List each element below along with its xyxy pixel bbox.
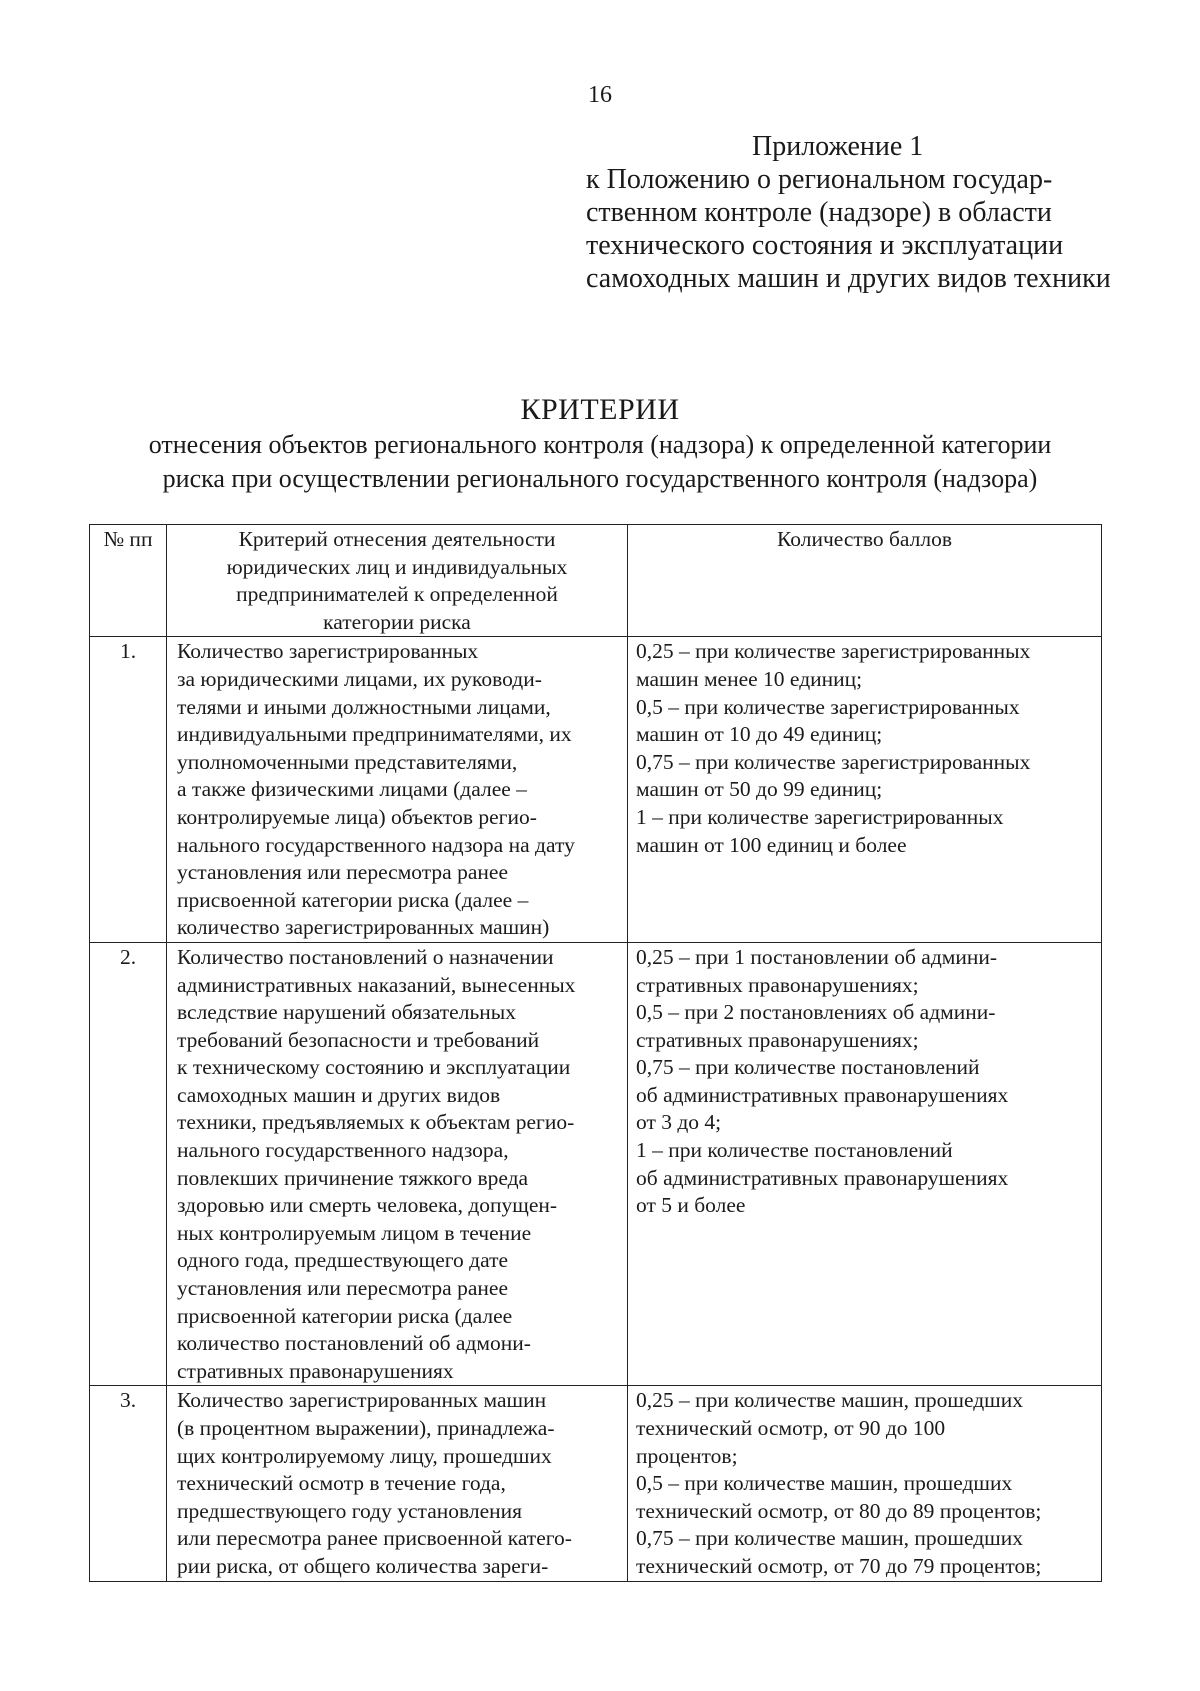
text-line: щих контролируемому лицу, прошедших — [177, 1443, 552, 1468]
text-line: от 5 и более — [636, 1193, 746, 1218]
text-line: (в процентном выражении), принадлежа- — [177, 1416, 555, 1440]
text-line: категории риска — [323, 609, 471, 634]
criterion-cell — [167, 637, 628, 943]
table-row — [90, 1386, 1102, 1581]
text-line: самоходных машин и других видов — [177, 1082, 501, 1107]
heading-title: КРИТЕРИИ — [520, 393, 680, 426]
text-line: Количество постановлений о назначении — [177, 944, 554, 969]
text-line: стративных правонарушениях — [177, 1358, 454, 1383]
text-line: присвоенной категории риска (далее — [177, 1303, 513, 1328]
text-line: 0,5 – при количестве машин, прошедших — [636, 1471, 1013, 1496]
text-line: установления или пересмотра ранее — [177, 1276, 508, 1301]
text-line: рии риска, от общего количества зареги- — [177, 1553, 549, 1578]
row-number: 2. — [90, 942, 167, 1386]
appendix-line: технического состояния и эксплуатации — [586, 230, 1064, 261]
table-row — [90, 942, 1102, 1386]
document-heading — [0, 392, 1200, 496]
text-line: 0,25 – при 1 постановлении об админи- — [636, 944, 998, 969]
appendix-line: к Положению о региональном государ- — [586, 164, 1053, 195]
appendix-line: самоходных машин и других видов техники — [586, 263, 1111, 294]
text-line: 0,75 – при количестве машин, прошедших — [636, 1526, 1023, 1551]
text-line: Критерий отнесения деятельности — [238, 527, 556, 551]
text-line: Количество зарегистрированных машин — [177, 1388, 547, 1413]
text-line: количество зарегистрированных машин) — [177, 915, 550, 940]
appendix-line: ственном контроле (надзоре) в области — [586, 197, 1052, 228]
text-line: Количество зарегистрированных — [177, 639, 479, 664]
text-line: машин от 100 единиц и более — [636, 832, 907, 857]
text-line: за юридическими лицами, их руководи- — [177, 666, 542, 691]
text-line: уполномоченными представителями, — [177, 749, 518, 774]
page-number: 16 — [588, 82, 612, 108]
text-line: от 3 до 4; — [636, 1110, 722, 1135]
text-line: индивидуальными предпринимателями, их — [177, 722, 572, 747]
text-line: одного года, предшествующего дате — [177, 1248, 509, 1273]
text-line: 0,75 – при количестве зарегистрированных — [636, 749, 1031, 774]
text-line: ных контролируемым лицом в течение — [177, 1220, 532, 1245]
text-line: телями и иными должностными лицами, — [177, 694, 551, 719]
row-number: 1. — [90, 637, 167, 943]
text-line: машин от 50 до 99 единиц; — [636, 777, 883, 802]
text-line: стративных правонарушениях; — [636, 1027, 919, 1052]
text-line: юридических лиц и индивидуальных — [226, 554, 568, 579]
text-line: контролируемые лица) объектов регио- — [177, 804, 537, 829]
text-line: предпринимателей к определенной — [236, 582, 558, 607]
heading-subtitle-line: отнесения объектов регионального контроля (надзора) к определенной категории — [148, 430, 1052, 459]
text-line: 1 – при количестве постановлений — [636, 1138, 953, 1163]
header-criterion — [167, 525, 628, 637]
points-cell — [628, 637, 1102, 943]
text-line: требований безопасности и требований — [177, 1027, 540, 1052]
text-line: или пересмотра ранее присвоенной катего- — [177, 1526, 572, 1551]
text-line: установления или пересмотра ранее — [177, 860, 508, 885]
text-line: 0,5 – при количестве зарегистрированных — [636, 694, 1020, 719]
text-line: а также физическими лицами (далее – — [177, 777, 527, 802]
text-line: 0,75 – при количестве постановлений — [636, 1055, 980, 1080]
heading-subtitle-line: риска при осуществлении регионального государственного контроля (надзора) — [162, 464, 1038, 493]
criterion-cell — [167, 942, 628, 1386]
text-line: технический осмотр, от 80 до 89 процентов; — [636, 1498, 1042, 1523]
text-line: 1 – при количестве зарегистрированных — [636, 804, 1004, 829]
text-line: техники, предъявляемых к объектам регио- — [177, 1110, 575, 1135]
text-line: технический осмотр, от 90 до 100 — [636, 1416, 946, 1440]
row-number: 3. — [90, 1386, 167, 1581]
text-line: технический осмотр, от 70 до 79 процентов; — [636, 1553, 1042, 1578]
text-line: нального государственного надзора, — [177, 1138, 509, 1163]
text-line: присвоенной категории риска (далее – — [177, 887, 529, 912]
header-points: Количество баллов — [628, 525, 1102, 637]
text-line: вследствие нарушений обязательных — [177, 1000, 516, 1025]
text-line: об административных правонарушениях — [636, 1165, 1009, 1190]
text-line: машин менее 10 единиц; — [636, 666, 863, 691]
text-line: количество постановлений об адмони- — [177, 1331, 531, 1356]
appendix-title: Приложение 1 — [752, 131, 924, 162]
text-line: предшествующего году установления — [177, 1498, 523, 1523]
text-line: здоровью или смерть человека, допущен- — [177, 1193, 558, 1218]
text-line: 0,25 – при количестве машин, прошедших — [636, 1388, 1023, 1413]
text-line: 0,5 – при 2 постановлениях об админи- — [636, 1000, 996, 1025]
text-line: административных наказаний, вынесенных — [177, 972, 576, 997]
text-line: технический осмотр в течение года, — [177, 1471, 506, 1496]
points-cell — [628, 942, 1102, 1386]
text-line: машин от 10 до 49 единиц; — [636, 722, 883, 747]
points-cell — [628, 1386, 1102, 1581]
text-line: нального государственного надзора на дату — [177, 832, 575, 857]
table-header-row — [90, 525, 1102, 637]
appendix-block — [586, 130, 1186, 295]
text-line: повлекших причинение тяжкого вреда — [177, 1165, 529, 1190]
criterion-cell — [167, 1386, 628, 1581]
header-num: № пп — [90, 525, 167, 637]
table-row — [90, 637, 1102, 943]
criteria-table — [89, 524, 1102, 1582]
text-line: процентов; — [636, 1443, 738, 1468]
text-line: 0,25 – при количестве зарегистрированных — [636, 639, 1031, 664]
text-line: к техническому состоянию и эксплуатации — [177, 1055, 571, 1080]
text-line: стративных правонарушениях; — [636, 972, 919, 997]
text-line: об административных правонарушениях — [636, 1082, 1009, 1107]
